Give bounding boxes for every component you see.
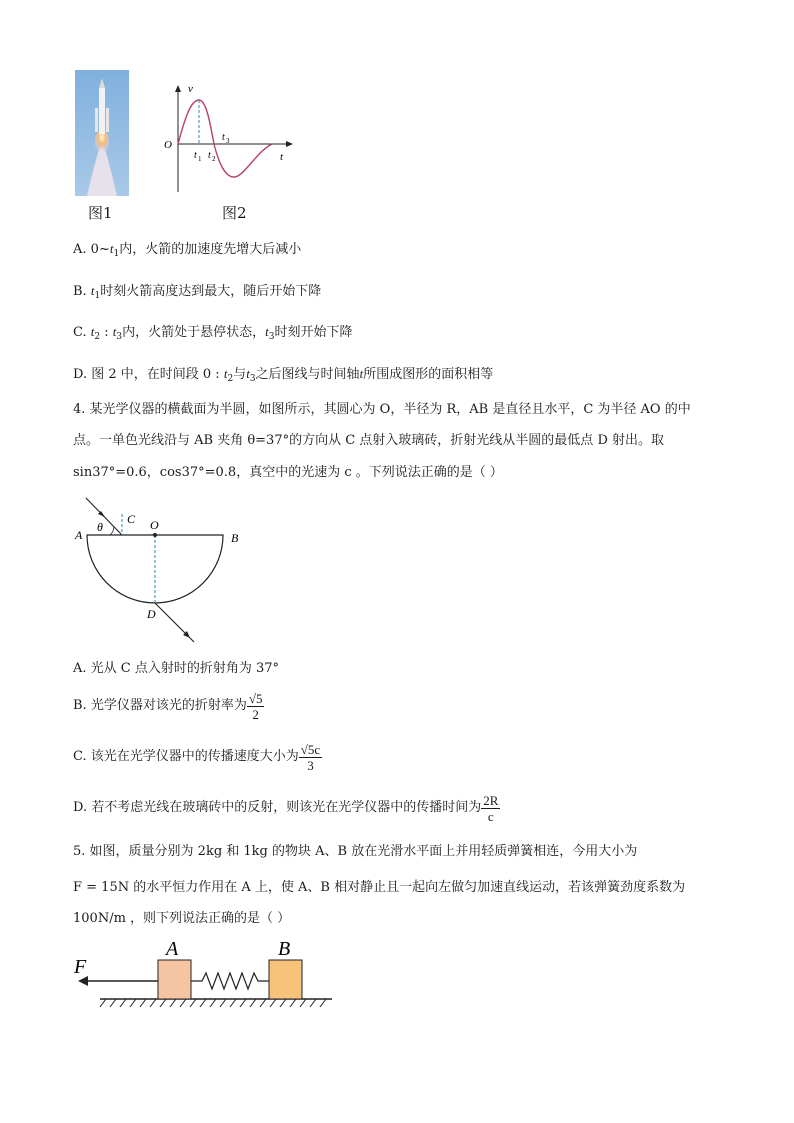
q3-option-b: B. $t_1$时刻火箭高度达到最大，随后开始下降 [73,283,322,301]
vt-graph [160,82,300,198]
q3-option-a: A. $0\sim t_1$内，火箭的加速度先增大后减小 [73,241,302,259]
t2-label: t [208,150,211,161]
block-a [158,960,191,999]
origin-label: O [164,139,172,151]
fraction-sqrt5-over-2: $\frac{√5}{2}$ [248,690,263,722]
q5-stem-line1: 5. 如图，质量分别为 2kg 和 1kg 的物块 A、B 放在光滑水平面上并用轻质弹簧相连，今用大小为 [73,844,638,859]
label-a-block: A [166,938,179,960]
ground-hatching [100,999,326,1007]
t1-label: t [194,150,197,161]
q4-option-a: A. 光从 C 点入射时的折射角为 37° [73,661,280,676]
q4-stem-line2: 点。一单色光线沿与 AB 夹角 θ=37°的方向从 C 点射入玻璃砖，折射光线从半圆的最低点 D 射出。取 [73,433,664,448]
q4-option-c: C. 该光在光学仪器中的传播速度大小为 $\frac{√5c}{3}$ [73,741,321,773]
fig1-caption: 图1 [88,204,113,222]
theta-arc [110,527,114,535]
t-label: t [280,151,284,163]
block-b [269,960,302,999]
velocity-curve [178,100,272,177]
q4-option-b: B. 光学仪器对该光的折射率为 $\frac{√5}{2}$ [73,690,263,722]
label-f: F [74,956,87,978]
fraction-sqrt5c-over-3: $\frac{√5c}{3}$ [300,741,321,773]
label-b: B [231,531,239,545]
t-axis-arrow [286,141,293,147]
q5-stem-line3: 100N/m ，则下列说法正确的是（ ） [73,911,291,926]
label-c: C [127,512,136,526]
q5-stem-line2: F = 15N 的水平恒力作用在 A 上，使 A、B 相对静止且一起向左做匀加速直线运动，若该弹簧劲度系数为 [73,880,686,895]
label-b-block: B [278,938,291,960]
t1-sub: 1 [198,155,202,163]
q4-stem-line1: 4. 某光学仪器的横截面为半圆，如图所示，其圆心为 O，半径为 R，AB 是直径且水平，C 为半径 AO 的中 [73,402,691,417]
theta-label: θ [97,520,103,534]
fraction-2r-over-c: $\frac{2R}{c}$ [483,792,499,824]
fig2-caption: 图2 [222,204,247,222]
center-o [153,533,157,537]
spring [191,973,269,989]
v-axis-arrow [175,85,181,92]
q3-option-d: D. 图 2 中，在时间段 0 : $t_2$与$t_3$之后图线与时间轴t所围成图形的面积相等 [73,366,494,384]
t3-label: t [222,132,225,143]
t3-sub: 3 [226,137,230,145]
q3-option-c: C. $t_2$ : $t_3$内，火箭处于悬停状态，$t_3$时刻开始下降 [73,324,353,342]
v-label: v [188,83,193,95]
rocket-photo [75,70,129,196]
t2-sub: 2 [212,155,216,163]
q4-stem-line3: sin37°=0.6，cos37°=0.8，真空中的光速为 c 。下列说法正确的是（ ） [73,465,503,480]
label-d: D [147,607,156,621]
q4-option-d: D. 若不考虑光线在玻璃砖中的反射，则该光在光学仪器中的传播时间为 $\frac{2R}{c}$ [73,792,499,824]
blocks-spring-figure [70,935,340,1015]
label-o: O [150,518,159,532]
label-a: A [75,528,83,542]
semicircle-figure [70,490,250,650]
